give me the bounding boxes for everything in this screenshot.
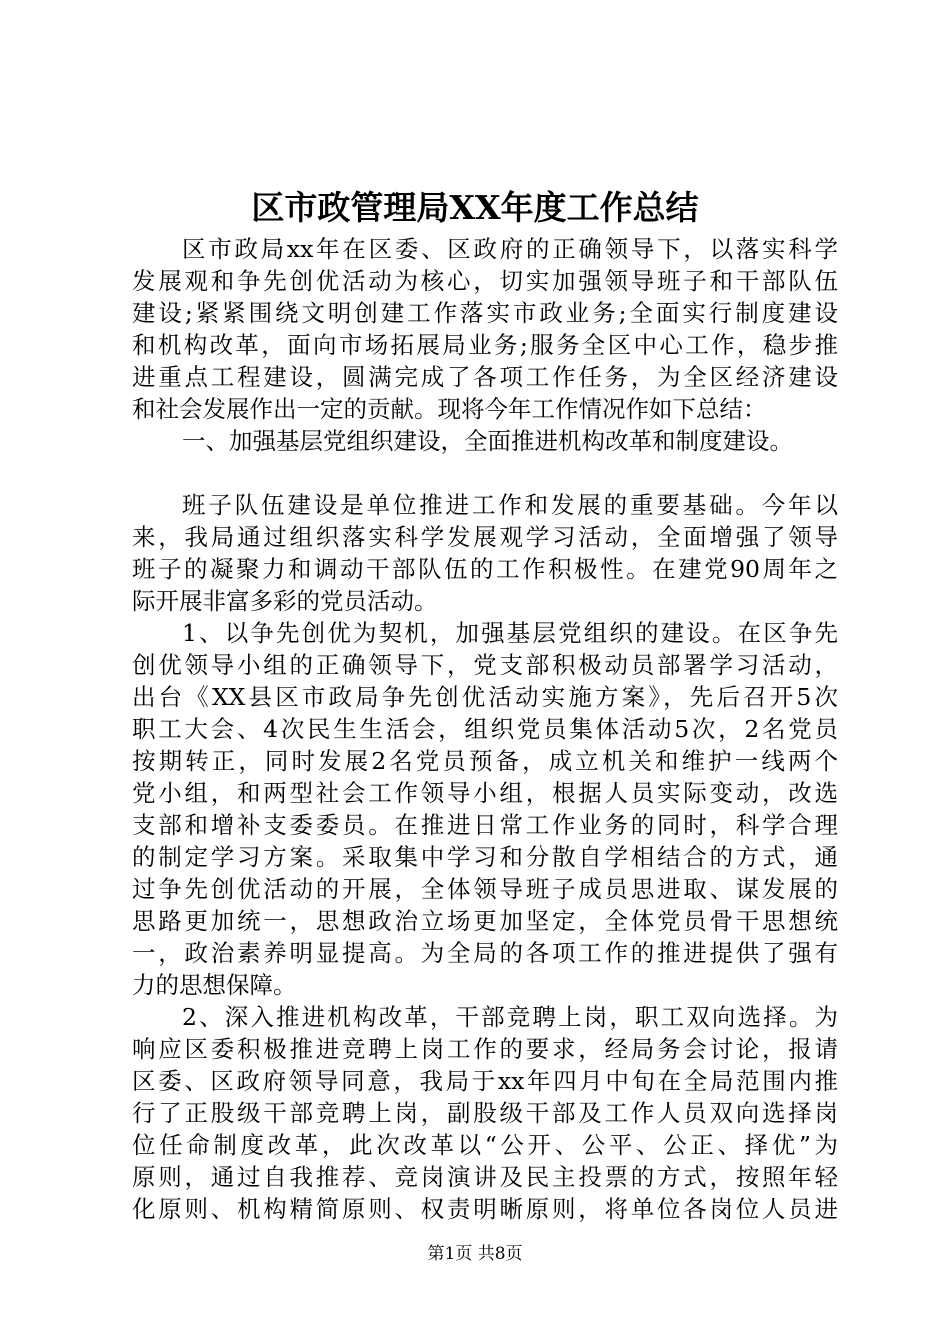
text-line: 发展观和争先创优活动为核心，切实加强领导班子和干部队伍: [132, 267, 838, 295]
text-line: 班子的凝聚力和调动干部队伍的工作积极性。在建党90周年之: [132, 555, 838, 583]
text-line: 2、深入推进机构改革，干部竞聘上岗，职工双向选择。为: [182, 1003, 838, 1031]
text-line: 力的思想保障。: [132, 971, 297, 999]
text-line: 化原则、机构精简原则、权责明晰原则，将单位各岗位人员进: [132, 1195, 838, 1223]
text-line: 区委、区政府领导同意，我局于xx年四月中旬在全局范围内推: [132, 1067, 838, 1095]
text-line: 出台《XX县区市政局争先创优活动实施方案》，先后召开5次: [132, 683, 838, 711]
text-line: 原则，通过自我推荐、竞岗演讲及民主投票的方式，按照年轻: [132, 1163, 838, 1191]
text-line: 班子队伍建设是单位推进工作和发展的重要基础。今年以: [182, 491, 838, 519]
text-line: 和机构改革，面向市场拓展局业务;服务全区中心工作，稳步推: [132, 331, 838, 359]
document-title: 区市政管理局XX年度工作总结: [251, 188, 699, 227]
text-line: 际开展非富多彩的党员活动。: [132, 587, 438, 615]
text-line: 职工大会、4次民生生活会，组织党员集体活动5次，2名党员: [132, 715, 838, 743]
section-heading: 一、加强基层党组织建设，全面推进机构改革和制度建设。: [182, 427, 793, 455]
text-line: 行了正股级干部竞聘上岗，副股级干部及工作人员双向选择岗: [132, 1099, 838, 1127]
text-line: 过争先创优活动的开展，全体领导班子成员思进取、谋发展的: [132, 875, 838, 903]
text-line: 党小组，和两型社会工作领导小组，根据人员实际变动，改选: [132, 779, 838, 807]
blank-line: [132, 457, 838, 489]
text-line: 建设;紧紧围绕文明创建工作落实市政业务;全面实行制度建设: [132, 299, 838, 327]
text-line: 支部和增补支委委员。在推进日常工作业务的同时，科学合理: [132, 811, 838, 839]
text-line: 位任命制度改革，此次改革以“公开、公平、公正、择优”为: [132, 1131, 838, 1159]
text-line: 进重点工程建设，圆满完成了各项工作任务，为全区经济建设: [132, 363, 838, 391]
text-line: 思路更加统一，思想政治立场更加坚定，全体党员骨干思想统: [132, 907, 838, 935]
document-body: [132, 233, 838, 1225]
text-line: 区市政局xx年在区委、区政府的正确领导下，以落实科学: [182, 235, 838, 263]
text-line: 的制定学习方案。采取集中学习和分散自学相结合的方式，通: [132, 843, 838, 871]
text-line: 来，我局通过组织落实科学发展观学习活动，全面增强了领导: [132, 523, 838, 551]
text-line: 按期转正，同时发展2名党员预备，成立机关和维护一线两个: [132, 747, 838, 775]
text-line: 一，政治素养明显提高。为全局的各项工作的推进提供了强有: [132, 939, 838, 967]
page-footer: 第1页 共8页: [427, 1244, 523, 1264]
text-line: 1、以争先创优为契机，加强基层党组织的建设。在区争先: [182, 619, 838, 647]
text-line: 和社会发展作出一定的贡献。现将今年工作情况作如下总结：: [132, 395, 767, 423]
text-line: 创优领导小组的正确领导下，党支部积极动员部署学习活动，: [132, 651, 838, 679]
text-line: 响应区委积极推进竞聘上岗工作的要求，经局务会讨论，报请: [132, 1035, 838, 1063]
